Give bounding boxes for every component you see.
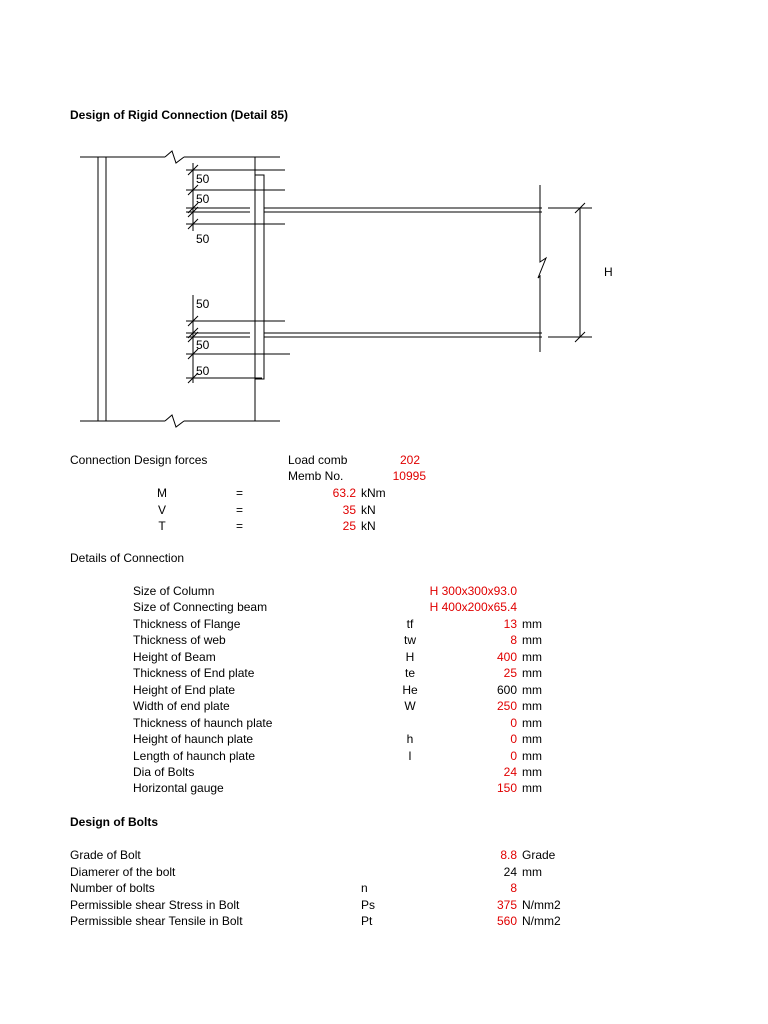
detail-label: Length of haunch plate: [133, 748, 256, 763]
detail-symbol: W: [404, 699, 416, 714]
bolts-heading: Design of Bolts: [70, 815, 159, 829]
detail-value: 150: [496, 781, 517, 796]
bolt-label: Number of bolts: [70, 881, 155, 895]
dim-label: 50: [196, 364, 210, 378]
beam-break-line: [538, 185, 546, 352]
bolt-unit: N/mm2: [522, 914, 561, 928]
h-label: H: [604, 265, 613, 279]
memb-value: 10995: [392, 469, 426, 483]
detail-symbol: tf: [406, 616, 414, 631]
bolt-unit: N/mm2: [522, 897, 561, 912]
detail-label: Width of end plate: [133, 699, 230, 714]
detail-value: 8: [510, 633, 517, 648]
detail-value: 0: [510, 732, 517, 747]
forces-heading: Connection Design forces: [70, 453, 208, 467]
detail-value: 24: [503, 764, 517, 779]
bolt-symbol: n: [361, 881, 368, 895]
load-comb-value: 202: [399, 453, 420, 467]
detail-symbol: l: [408, 748, 412, 763]
equals-sign: =: [236, 519, 244, 533]
details-heading: Details of Connection: [70, 551, 185, 565]
dim-label: 50: [196, 338, 210, 352]
detail-unit: mm: [522, 666, 542, 681]
force-value: 63.2: [332, 486, 356, 500]
detail-unit: mm: [522, 616, 542, 631]
detail-symbol: h: [406, 732, 414, 747]
detail-value: H 400x200x65.4: [429, 600, 517, 615]
detail-unit: mm: [522, 649, 542, 664]
detail-unit: mm: [522, 682, 542, 697]
bolt-label: Diamerer of the bolt: [70, 864, 176, 879]
bolt-value: 560: [496, 914, 517, 928]
detail-value: 250: [496, 699, 517, 714]
force-value: 35: [342, 502, 356, 517]
detail-label: Thickness of End plate: [133, 666, 255, 681]
connection-drawing: [0, 0, 768, 440]
bolt-value: 8.8: [500, 848, 517, 862]
detail-unit: mm: [522, 633, 542, 648]
memb-label: Memb No.: [288, 469, 344, 483]
force-symbol: T: [158, 519, 166, 533]
detail-symbol: He: [402, 682, 418, 697]
detail-label: Size of Column: [133, 584, 215, 598]
equals-sign: =: [236, 502, 244, 517]
detail-label: Size of Connecting beam: [133, 600, 268, 615]
bolt-value: 8: [510, 881, 517, 895]
bolt-symbol: Ps: [361, 897, 376, 912]
bolt-unit: mm: [522, 864, 542, 879]
detail-unit: mm: [522, 748, 542, 763]
bolt-label: Permissible shear Stress in Bolt: [70, 897, 240, 912]
dim-label: 50: [196, 192, 210, 206]
force-value: 25: [342, 519, 356, 533]
detail-value: 600: [496, 682, 517, 697]
detail-value: 400: [496, 649, 517, 664]
detail-value: 0: [510, 748, 517, 763]
bolt-value: 24: [503, 864, 517, 879]
detail-unit: mm: [522, 715, 542, 730]
bolt-unit: Grade: [522, 848, 556, 862]
detail-value: H 300x300x93.0: [429, 584, 517, 598]
detail-label: Thickness of Flange: [133, 616, 241, 631]
detail-symbol: tw: [404, 633, 416, 648]
bolt-label: Permissible shear Tensile in Bolt: [70, 914, 243, 928]
detail-value: 25: [503, 666, 517, 681]
page-title: Design of Rigid Connection (Detail 85): [70, 108, 289, 122]
bolt-symbol: Pt: [361, 914, 373, 928]
bolt-label: Grade of Bolt: [70, 848, 141, 862]
detail-unit: mm: [522, 781, 542, 796]
break-mark-bottom: [165, 415, 184, 427]
equals-sign: =: [236, 486, 244, 500]
detail-label: Thickness of web: [133, 633, 226, 648]
detail-label: Height of Beam: [133, 649, 216, 664]
detail-label: Height of End plate: [133, 682, 236, 697]
force-unit: kNm: [361, 486, 386, 500]
force-symbol: V: [157, 502, 166, 517]
detail-value: 0: [510, 715, 517, 730]
end-plate: [255, 175, 264, 379]
detail-symbol: te: [404, 666, 415, 681]
break-mark-top: [165, 151, 184, 163]
detail-unit: mm: [522, 732, 542, 747]
detail-label: Horizontal gauge: [133, 781, 224, 796]
dim-label: 50: [196, 297, 210, 311]
detail-label: Thickness of haunch plate: [133, 715, 273, 730]
detail-unit: mm: [522, 764, 542, 779]
force-symbol: M: [157, 486, 167, 500]
detail-label: Dia of Bolts: [133, 764, 195, 779]
bolt-value: 375: [496, 897, 517, 912]
force-unit: kN: [361, 502, 376, 517]
detail-unit: mm: [522, 699, 542, 714]
detail-value: 13: [503, 616, 517, 631]
detail-symbol: H: [405, 649, 415, 664]
dim-label: 50: [196, 232, 210, 246]
dim-label: 50: [196, 172, 210, 186]
force-unit: kN: [361, 519, 376, 533]
detail-label: Height of haunch plate: [133, 732, 254, 747]
load-comb-label: Load comb: [288, 453, 348, 467]
